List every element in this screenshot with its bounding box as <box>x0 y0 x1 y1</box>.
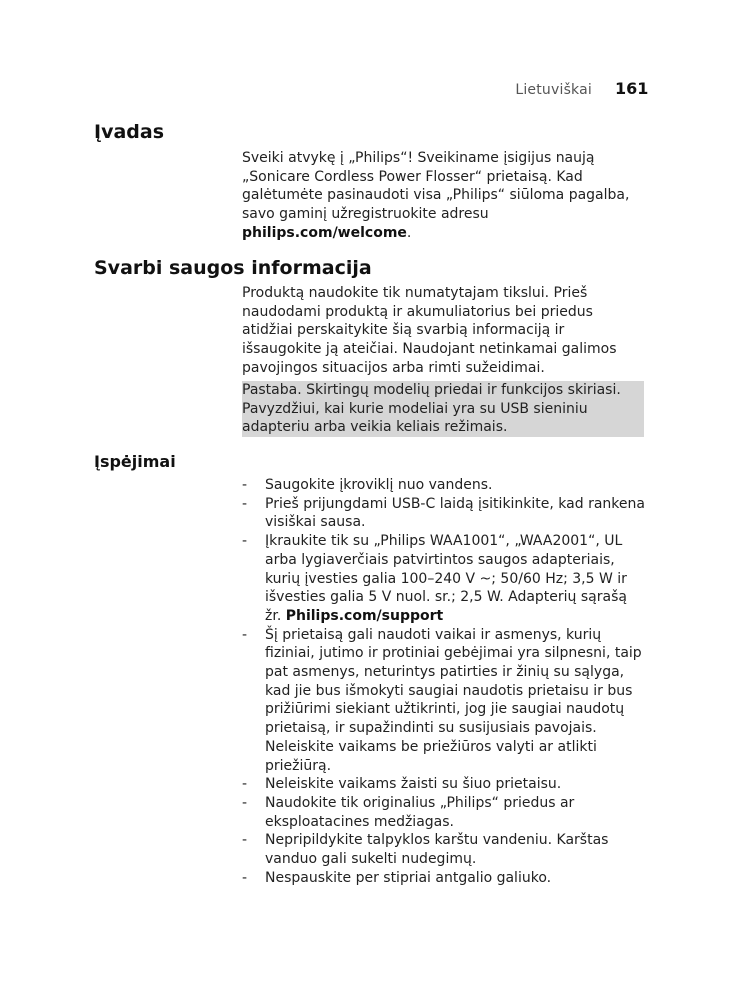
list-item <box>242 775 646 794</box>
intro-paragraph <box>242 149 646 243</box>
warnings-list <box>242 476 646 887</box>
list-item <box>242 532 646 626</box>
list-item <box>242 476 646 495</box>
dash-bullet: - <box>242 832 248 849</box>
dash-bullet: - <box>242 626 248 643</box>
support-link[interactable]: Philips.com/support <box>285 607 444 624</box>
intro-end: . <box>406 224 412 241</box>
note-text: Pastaba. Skirtingų modelių priedai ir funkcijos skiriasi. Pavyzdžiui, kai kurie modeliai yra su USB sieniniu adapteriu arba veikia keliais režimais. <box>242 382 621 436</box>
warnings-heading: Įspėjimai <box>94 452 176 471</box>
list-item-text: Nepripildykite talpyklos karštu vandeniu. Karštas vanduo gali sukelti nudegimų. <box>265 832 609 868</box>
list-item <box>242 626 646 776</box>
list-item <box>242 831 646 868</box>
dash-bullet: - <box>242 776 248 793</box>
header-language: Lietuviškai <box>515 82 592 98</box>
list-item-text: Neleiskite vaikams žaisti su šiuo prietaisu. <box>265 776 562 793</box>
note-box <box>242 381 644 437</box>
list-item-text: Nespauskite per stipriai antgalio galiuko. <box>265 869 552 886</box>
list-item <box>242 495 646 532</box>
safety-heading: Svarbi saugos informacija <box>94 257 372 279</box>
intro-text: Sveiki atvykę į „Philips“! Sveikiname įsigijus naują „Sonicare Cordless Power Flosser“ prietaisą. Kad galėtumėte pasinaudoti visa „Philips“ siūloma pagalba, savo gaminį užregistruokite adresu <box>242 150 630 223</box>
list-item <box>242 869 646 888</box>
dash-bullet: - <box>242 477 248 493</box>
dash-bullet: - <box>242 533 248 550</box>
safety-paragraph: Produktą naudokite tik numatytajam tikslui. Prieš naudodami produktą ir akumuliatorius bei priedus atidžiai perskaitykite šią svarbią informaciją ir išsaugokite ją ateičiai. Naudojant netinkamai galimos pavojingos situacijos arba rimti sužeidimai. <box>242 285 617 376</box>
list-item <box>242 794 646 831</box>
list-item-text: Įkraukite tik su „Philips WAA1001“, „WAA2001“, UL arba lygiaverčiais patvirtintos saugos adapteriais, kurių įvesties galia 100–240 V ~; 50/60 Hz; 3,5 W ir išvesties galia 5 V nuol. sr.; 2,5 W. Adapterių sąrašą žr. <box>265 533 627 624</box>
welcome-link[interactable]: philips.com/welcome <box>242 224 407 241</box>
list-item-text: Šį prietaisą gali naudoti vaikai ir asmenys, kurių fiziniai, jutimo ir protiniai gebėjimai yra silpnesni, taip pat asmenys, neturintys patirties ir žinių su sąlyga, kad jie bus išmokyti saugiai naudotis prietaisu ir bus prižiūrimi siekiant užtikrinti, jog jie saugiai naudotų prietaisą, ir supažindinti su susijusiais pavojais. Neleiskite vaikams be priežiūros valyti ar atlikti priežiūrą. <box>265 626 642 774</box>
page-number: 161 <box>615 79 649 98</box>
dash-bullet: - <box>242 495 248 512</box>
dash-bullet: - <box>242 869 248 886</box>
list-item-text: Naudokite tik originalius „Philips“ priedus ar eksploatacines medžiagas. <box>265 794 575 830</box>
safety-section <box>242 284 646 378</box>
list-item-text: Saugokite įkroviklį nuo vandens. <box>265 477 493 493</box>
dash-bullet: - <box>242 794 248 811</box>
intro-heading: Įvadas <box>94 121 165 143</box>
intro-section <box>242 149 646 243</box>
list-item-text: Prieš prijungdami USB-C laidą įsitikinkite, kad rankena visiškai sausa. <box>265 495 645 531</box>
